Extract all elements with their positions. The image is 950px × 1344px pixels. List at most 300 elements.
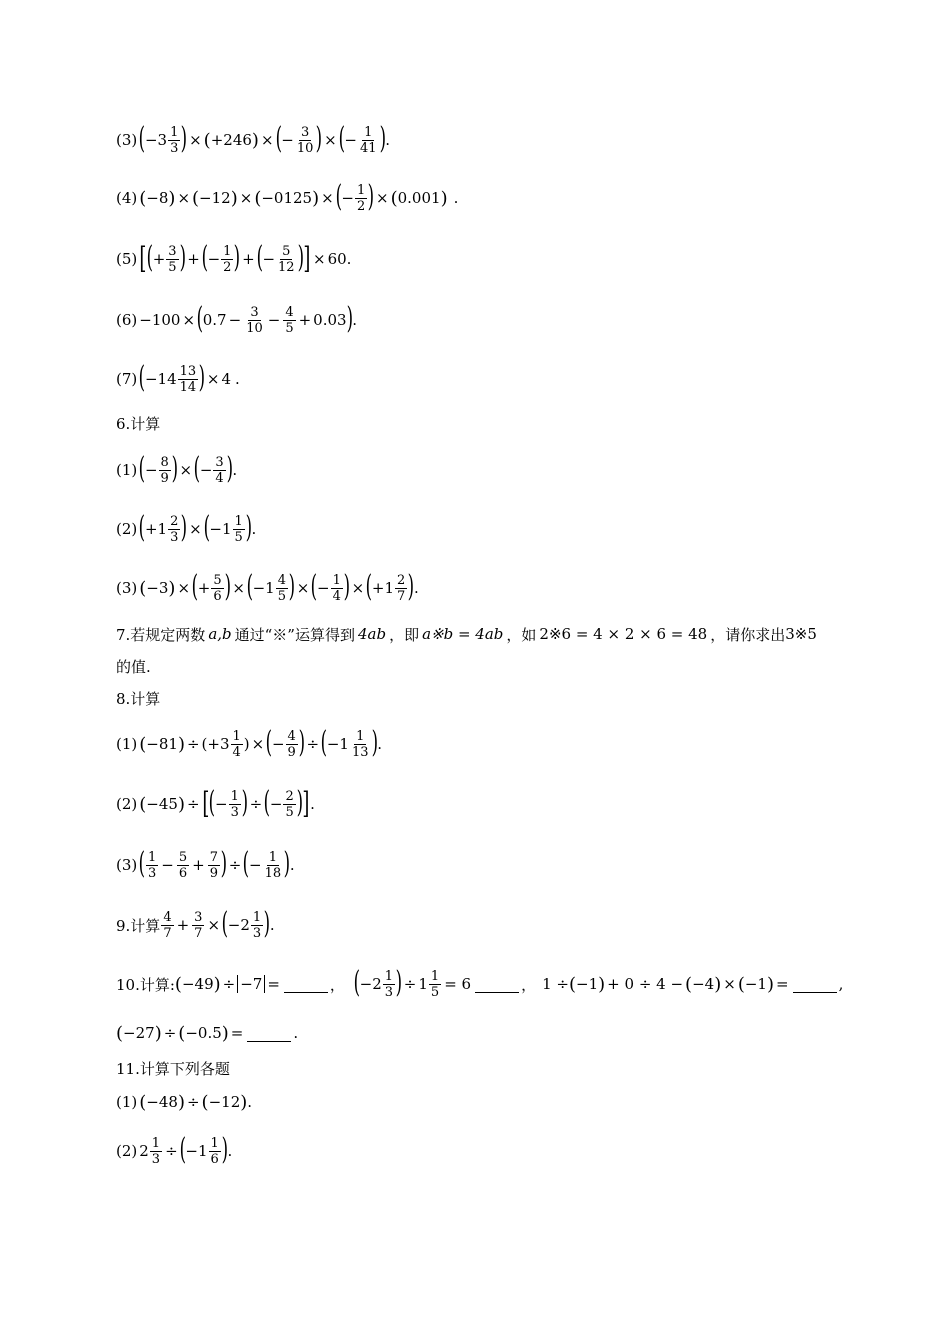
math-text: 2 <box>357 198 366 214</box>
bracket: ( <box>138 451 146 486</box>
fraction <box>383 969 395 1000</box>
bracket: ( <box>737 973 745 995</box>
math-text: . <box>352 311 358 329</box>
fraction <box>251 910 263 941</box>
math-text: 3※5 <box>785 625 817 643</box>
fraction <box>358 125 379 156</box>
math-text: − <box>271 735 285 753</box>
bracket: ) <box>168 577 176 599</box>
math-text: ，即 <box>389 625 420 644</box>
math-text: 18 <box>264 865 282 881</box>
math-text: + <box>152 250 166 268</box>
bracket: ( <box>139 187 147 209</box>
problem-8-2 <box>116 784 315 824</box>
bracket: ( <box>254 187 262 209</box>
math-text: 3 <box>170 529 179 545</box>
math-text: 10 <box>296 140 314 156</box>
answer-blank[interactable] <box>284 976 328 993</box>
bracket: ) <box>240 1091 248 1113</box>
operator: − <box>161 856 174 874</box>
math-text: −1 <box>576 975 599 993</box>
math-text: 9 <box>287 744 296 760</box>
math-text: −1 <box>252 579 275 597</box>
math-text: 4 <box>332 588 341 604</box>
bracket: ( <box>139 733 147 755</box>
fraction <box>395 573 407 604</box>
math-text: −1 <box>326 735 349 753</box>
bracket: ) <box>234 240 241 275</box>
math-text: −12 <box>208 1093 241 1111</box>
math-text: 5 <box>213 572 222 588</box>
operator: × <box>179 461 193 479</box>
math-text: −14 <box>144 370 177 388</box>
math-text: +1 <box>371 579 395 597</box>
answer-blank[interactable] <box>475 976 519 993</box>
bracket: ) <box>220 846 228 881</box>
operator: × <box>232 579 245 597</box>
math-text: − <box>214 795 228 813</box>
fraction <box>150 1136 162 1167</box>
bracket: ( <box>353 965 361 1000</box>
math-text: 3 <box>170 140 179 156</box>
math-text: + 0 ÷ 4 − <box>607 975 684 993</box>
operator: − <box>228 311 242 329</box>
bracket: ] <box>302 786 310 821</box>
math-text: 1 <box>252 909 262 925</box>
math-text: +1 <box>144 520 168 538</box>
bracket: ) <box>346 301 353 336</box>
bracket: ( <box>203 510 210 545</box>
math-text: (3) <box>116 131 138 149</box>
operator: ÷ <box>228 856 242 874</box>
bracket: ) <box>224 569 231 604</box>
math-text: 3 <box>250 304 259 320</box>
problem-6-1 <box>116 450 237 490</box>
fraction <box>208 850 220 881</box>
math-text: ， <box>329 975 345 994</box>
math-text: (2) <box>116 520 138 538</box>
operator: ÷ <box>165 1142 178 1160</box>
math-text: − <box>269 795 283 813</box>
math-text: . <box>232 461 238 479</box>
problem-5-6 <box>116 300 357 340</box>
math-text: 1 <box>210 1135 219 1151</box>
math-text: 13 <box>351 744 369 760</box>
problem-6-3 <box>116 568 419 608</box>
bracket: ) <box>766 973 774 995</box>
bracket: ( <box>191 569 199 604</box>
math-text: 9 <box>160 470 169 486</box>
math-text: (3) <box>116 856 138 874</box>
math-text: . <box>377 735 382 753</box>
bracket: ) <box>213 973 221 995</box>
bracket: ) <box>221 1022 229 1044</box>
bracket: ) <box>181 121 188 156</box>
bracket: ) <box>714 973 722 995</box>
bracket: ( <box>193 451 201 486</box>
math-text: 6 <box>213 588 222 604</box>
bracket: ( <box>242 846 250 881</box>
fraction <box>146 850 158 881</box>
math-text: −45 <box>146 795 178 813</box>
math-text: ， <box>521 975 537 994</box>
math-text: 6 <box>210 1151 219 1167</box>
math-text: 5 <box>430 984 440 1000</box>
math-text: − <box>199 461 213 479</box>
math-text: . <box>247 1093 253 1111</box>
math-text: 1 <box>356 728 365 744</box>
math-text: 13 <box>179 363 197 379</box>
math-text: = <box>267 975 280 993</box>
math-text: 1 <box>234 513 243 529</box>
problem-8-3 <box>116 845 295 885</box>
math-text: 1 <box>418 975 428 993</box>
math-text: −3 <box>144 131 168 149</box>
problem-8-1 <box>116 724 382 764</box>
math-text: 7 <box>397 588 406 604</box>
math-text: (7) <box>116 370 138 388</box>
operator: ÷ <box>403 975 417 993</box>
math-text: 3 <box>300 124 310 140</box>
math-text: 3 <box>252 925 262 941</box>
math-text: 41 <box>359 140 377 156</box>
math-text: 1 <box>268 849 277 865</box>
math-text: 4 <box>215 470 224 486</box>
operator: × <box>177 189 191 207</box>
math-text: . <box>385 131 390 149</box>
operator: × <box>324 131 337 149</box>
math-text: 2 <box>397 572 406 588</box>
fraction <box>166 244 178 275</box>
math-text: . <box>453 189 459 207</box>
math-text: 3 <box>147 865 157 881</box>
fraction <box>233 514 245 545</box>
operator: × <box>723 975 736 993</box>
math-text: 11.计算下列各题 <box>116 1059 230 1078</box>
bracket: ) <box>407 569 415 604</box>
math-text: (2) <box>116 1142 138 1160</box>
math-text: 8 <box>160 454 169 470</box>
bracket: ( <box>275 121 282 156</box>
math-text: 4ab <box>357 625 387 643</box>
bracket: ( <box>201 240 208 275</box>
question-9 <box>116 905 275 945</box>
bracket: ( <box>685 973 693 995</box>
math-text: . <box>251 520 257 538</box>
math-text: (1) <box>116 461 138 479</box>
math-text: = <box>776 975 789 993</box>
bracket: ) <box>221 1132 228 1167</box>
math-text: −7 <box>237 975 265 993</box>
math-text: 4 <box>285 304 294 320</box>
math-text: 的值. <box>116 657 151 676</box>
math-text: 10 <box>246 320 263 336</box>
math-text: ) <box>243 735 250 753</box>
operator: + <box>298 311 312 329</box>
fraction <box>429 969 441 1000</box>
bracket: ) <box>371 725 378 760</box>
math-text: (3) <box>116 579 138 597</box>
math-text: 5 <box>178 849 188 865</box>
bracket: ( <box>246 569 253 604</box>
fraction <box>350 729 371 760</box>
math-text: 5 <box>285 320 294 336</box>
operator: ÷ <box>163 1024 177 1042</box>
math-text: −27 <box>123 1024 155 1042</box>
math-text: . <box>310 795 315 813</box>
math-text: −0125 <box>261 189 313 207</box>
math-text: −1 <box>185 1142 208 1160</box>
bracket: ) <box>179 240 186 275</box>
bracket: ( <box>265 725 273 760</box>
bracket: ) <box>288 569 296 604</box>
operator: × <box>177 579 191 597</box>
math-text: 9 <box>209 865 218 881</box>
math-text: −2 <box>227 916 250 934</box>
bracket: ) <box>241 785 248 820</box>
bracket: ) <box>181 510 188 545</box>
fraction <box>221 244 233 275</box>
math-text: 12 <box>278 259 295 275</box>
answer-blank[interactable] <box>247 1025 291 1042</box>
operator: ÷ <box>306 735 320 753</box>
answer-blank[interactable] <box>793 976 837 993</box>
operator: × <box>206 370 220 388</box>
math-text: 2 <box>170 513 179 529</box>
bracket: ( <box>390 187 398 209</box>
math-text: = <box>230 1024 244 1042</box>
bracket: ) <box>440 187 448 209</box>
problem-11-1 <box>116 1082 252 1122</box>
bracket: ) <box>177 733 185 755</box>
math-text: (5) <box>116 250 138 268</box>
bracket: ) <box>171 451 178 486</box>
fraction <box>355 183 367 214</box>
bracket: ) <box>177 1091 185 1113</box>
fraction <box>178 364 199 395</box>
bracket: ( <box>179 1132 186 1167</box>
math-text: − <box>341 189 354 207</box>
bracket: ) <box>168 187 176 209</box>
question-7-line2 <box>116 655 151 677</box>
operator: + <box>192 856 205 874</box>
math-text: 1 <box>430 968 440 984</box>
problem-6-2 <box>116 509 256 549</box>
fraction <box>177 850 189 881</box>
question-11-title <box>116 1057 230 1079</box>
math-text: 3 <box>215 454 224 470</box>
math-text: 10.计算: <box>116 975 175 994</box>
math-text: + <box>197 579 211 597</box>
problem-5-7 <box>116 359 240 399</box>
math-text: ，请你求出 <box>710 625 786 644</box>
math-text: 0.03 <box>313 311 347 329</box>
bracket: ( <box>178 1022 186 1044</box>
bracket: ) <box>251 129 259 151</box>
operator: × <box>182 311 196 329</box>
bracket: ( <box>201 1091 209 1113</box>
fraction <box>283 305 295 336</box>
math-text: 3 <box>230 804 239 820</box>
question-7-line1 <box>116 623 817 645</box>
math-text: 60 <box>327 250 347 268</box>
math-text: 5 <box>234 529 243 545</box>
fraction <box>283 789 295 820</box>
fraction <box>209 1136 221 1167</box>
operator: × <box>296 579 310 597</box>
math-text: 6 <box>178 865 188 881</box>
operator: × <box>351 579 365 597</box>
math-text: −12 <box>199 189 231 207</box>
math-text: −8 <box>146 189 169 207</box>
math-text: 2 <box>285 788 294 804</box>
math-text: . <box>293 1024 299 1042</box>
math-text: 1 <box>223 243 232 259</box>
fraction <box>192 910 204 941</box>
math-text: 3 <box>168 243 177 259</box>
operator: − <box>267 311 281 329</box>
math-text: 1 <box>232 728 241 744</box>
fraction <box>263 850 284 881</box>
math-text: 4 <box>232 744 241 760</box>
math-text: 3 <box>194 909 203 925</box>
operator: × <box>260 131 274 149</box>
fraction <box>168 514 180 545</box>
math-text: (1) <box>116 735 138 753</box>
math-text: 0.001 <box>397 189 441 207</box>
math-text: 1 <box>332 572 341 588</box>
math-text: − <box>317 579 330 597</box>
math-text: 1 <box>151 1135 161 1151</box>
bracket: ) <box>177 793 185 815</box>
bracket: ) <box>312 187 320 209</box>
math-text: 1 <box>147 849 157 865</box>
math-text: −48 <box>146 1093 178 1111</box>
bracket: ( <box>263 785 271 820</box>
operator: ÷ <box>249 795 263 813</box>
bracket: [ <box>139 241 147 276</box>
math-text: 4 <box>221 370 232 388</box>
fraction <box>211 573 223 604</box>
math-text: 5 <box>168 259 177 275</box>
operator: ÷ <box>186 735 200 753</box>
math-text: 1 <box>170 124 179 140</box>
problem-5-4 <box>116 178 458 218</box>
math-text: = 6 <box>444 975 472 993</box>
operator: + <box>242 250 255 268</box>
math-text: (4) <box>116 189 138 207</box>
math-text: 1 ÷ <box>542 975 569 993</box>
operator: + <box>176 916 190 934</box>
math-text: − <box>248 856 262 874</box>
math-text: 4 <box>277 572 287 588</box>
fraction <box>161 910 173 941</box>
math-text: 2※6 = 4 × 2 × 6 = 48 <box>539 625 708 643</box>
bracket: ( <box>203 129 211 151</box>
bracket: ) <box>226 451 233 486</box>
bracket: ( <box>310 569 318 604</box>
bracket: ( <box>335 179 342 214</box>
bracket: ) <box>198 360 206 395</box>
fraction <box>331 573 343 604</box>
math-text: 通过“※”运算得到 <box>234 625 355 644</box>
bracket: ( <box>221 906 229 941</box>
fraction <box>276 573 288 604</box>
math-text: 2 <box>139 1142 149 1160</box>
bracket: ) <box>283 846 291 881</box>
fraction <box>295 125 316 156</box>
fraction <box>231 729 243 760</box>
operator: × <box>251 735 265 753</box>
math-text: −100 <box>139 311 181 329</box>
operator: ÷ <box>222 975 236 993</box>
math-text: −49 <box>181 975 214 993</box>
bracket: ( <box>139 577 147 599</box>
bracket: ( <box>208 785 216 820</box>
math-text: −1 <box>209 520 232 538</box>
bracket: ( <box>320 725 328 760</box>
bracket: [ <box>201 786 209 821</box>
math-text: −81 <box>146 735 178 753</box>
math-text: −4 <box>692 975 715 993</box>
math-text: (+3 <box>201 735 230 753</box>
math-text: 4 <box>287 728 296 744</box>
math-text: . <box>235 370 240 388</box>
fraction <box>286 729 298 760</box>
bracket: ( <box>568 973 577 995</box>
bracket: ( <box>256 240 263 275</box>
bracket: ) <box>263 906 271 941</box>
bracket: ( <box>174 973 182 995</box>
math-text: 1 <box>357 182 366 198</box>
operator: × <box>189 131 202 149</box>
bracket: ( <box>196 301 204 336</box>
question-8-title <box>116 687 160 709</box>
fraction <box>276 244 297 275</box>
math-text: 3 <box>151 1151 161 1167</box>
operator: × <box>376 189 389 207</box>
fraction <box>213 455 225 486</box>
bracket: ) <box>296 785 303 820</box>
math-text: (2) <box>116 795 138 813</box>
math-text: 1 <box>384 968 394 984</box>
question-10-line2 <box>116 1013 298 1053</box>
math-text: −0.5 <box>185 1024 222 1042</box>
math-text: − <box>144 461 158 479</box>
operator: × <box>239 189 253 207</box>
math-text: . <box>414 579 419 597</box>
math-text: 2 <box>223 259 232 275</box>
math-text: 1 <box>364 124 373 140</box>
operator: × <box>189 520 202 538</box>
operator: ÷ <box>186 795 200 813</box>
bracket: ( <box>192 187 200 209</box>
math-text: 9.计算 <box>116 916 161 935</box>
bracket: ( <box>365 569 373 604</box>
bracket: ( <box>138 360 146 395</box>
bracket: ) <box>379 121 386 156</box>
bracket: ) <box>395 965 403 1000</box>
bracket: ) <box>315 121 323 156</box>
math-text: 4 <box>163 909 172 925</box>
math-text: . <box>289 856 295 874</box>
math-text: . <box>227 1142 233 1160</box>
operator: × <box>207 916 221 934</box>
bracket: ( <box>139 793 147 815</box>
bracket: ) <box>297 240 304 275</box>
math-text: 3 <box>384 984 394 1000</box>
math-text: − <box>281 131 294 149</box>
